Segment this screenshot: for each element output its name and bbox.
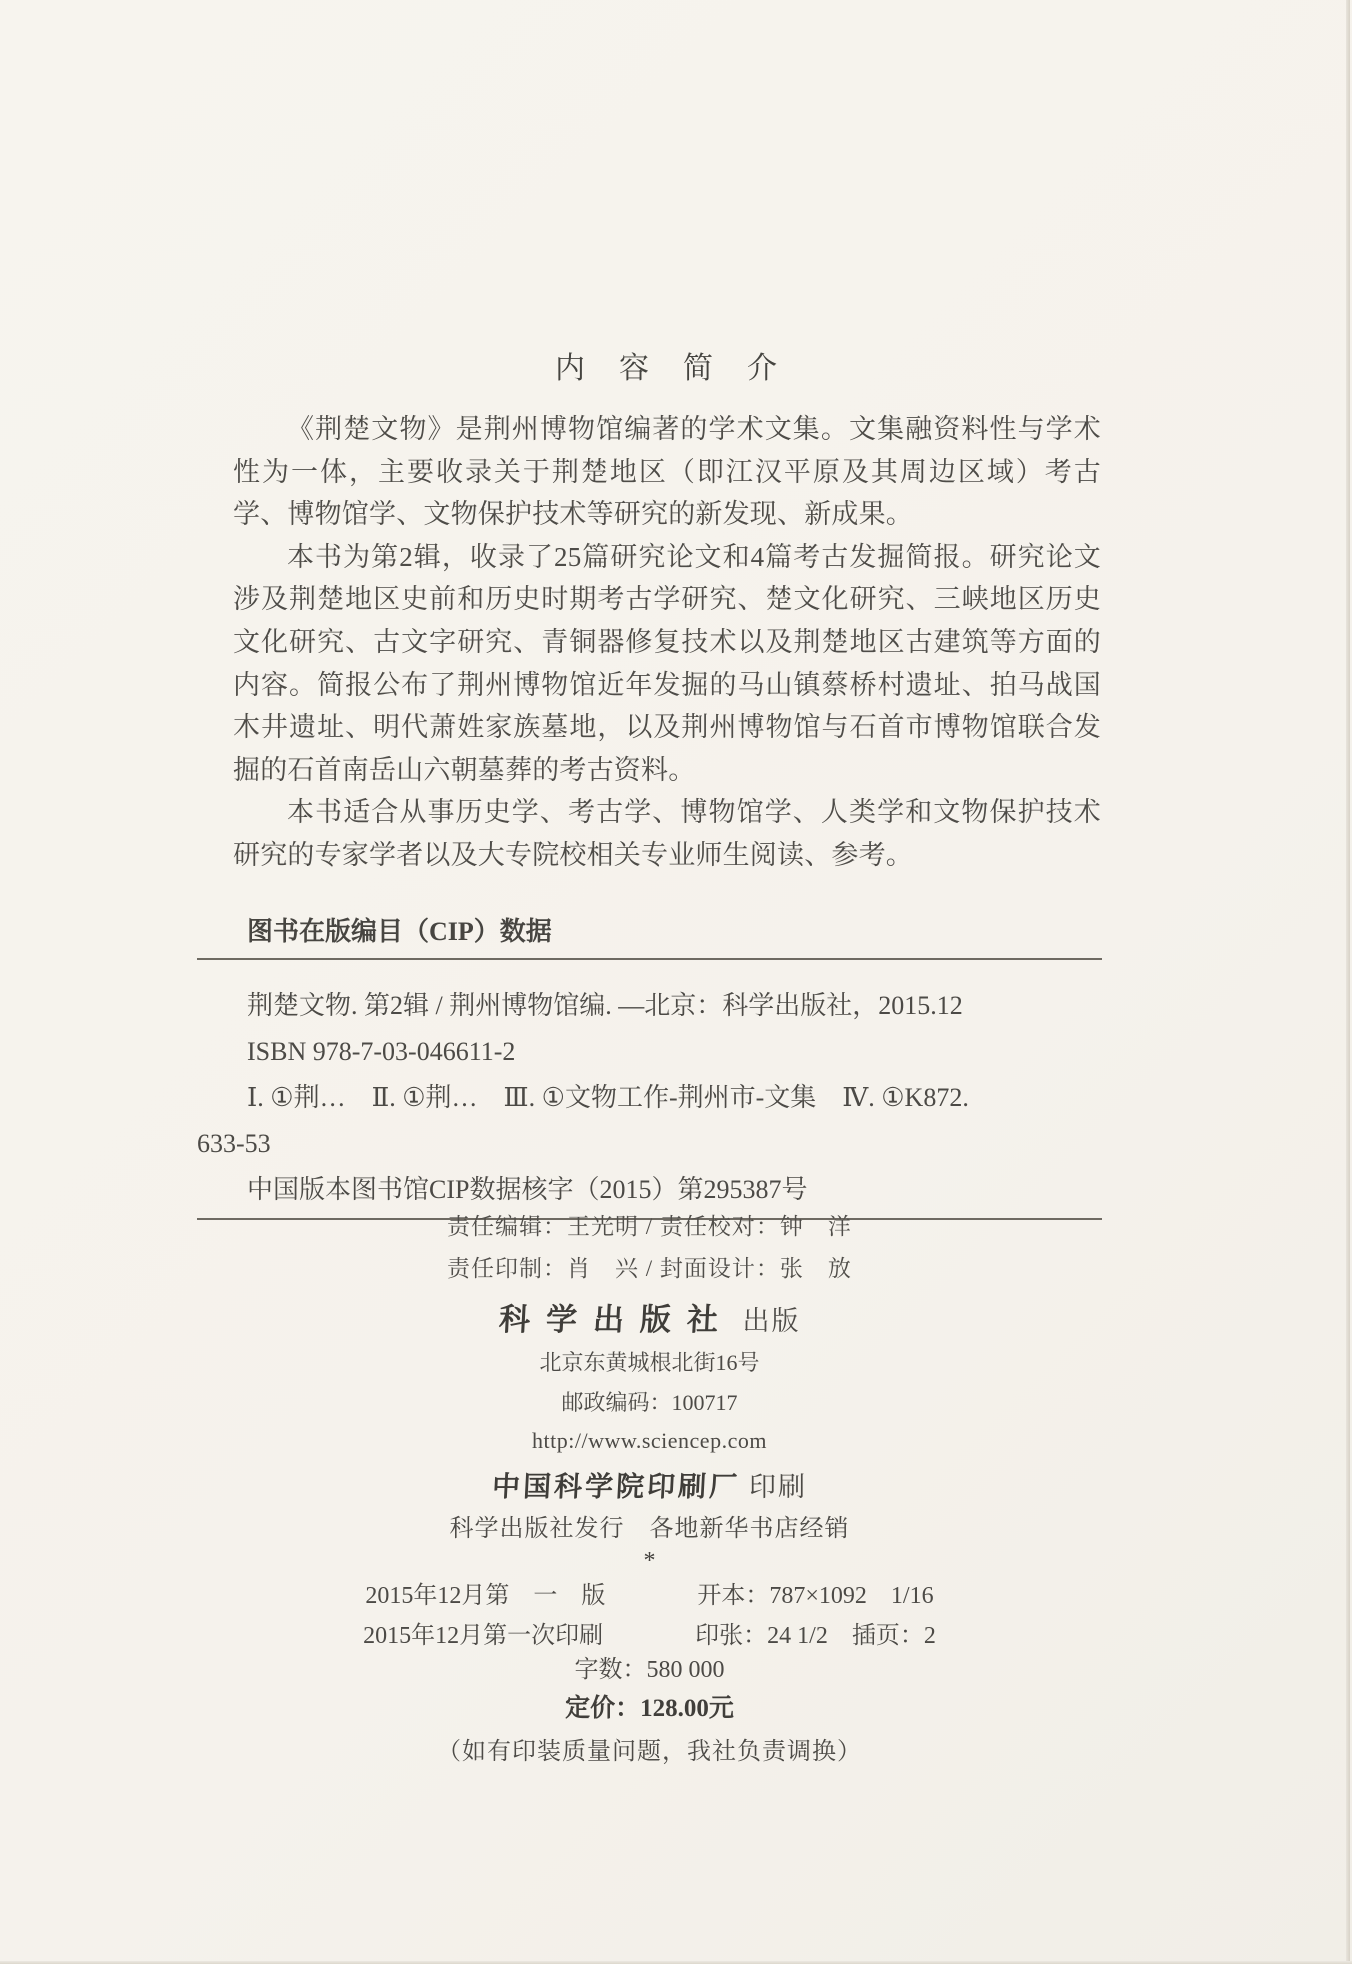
- intro-title: 内 容 简 介: [555, 352, 779, 385]
- cip-body: [197, 960, 1102, 1218]
- intro-paragraph-1: 《荆楚文物》是荆州博物馆编著的学术文集。文集融资料性与学术性为一体，主要收录关于荆楚地区（即江汉平原及其周边区域）考古学、博物馆学、文物保护技术等研究的新发现、新成果。: [233, 414, 1101, 530]
- cip-record-line: 中国版本图书馆CIP数据核字（2015）第295387号: [247, 1175, 808, 1204]
- edition-line: [197, 1579, 1102, 1613]
- science-press-logo: 科学出版社: [497, 1302, 735, 1337]
- edition-date: 2015年12月第 一 版: [365, 1583, 606, 1609]
- publisher-line: [197, 1300, 1102, 1342]
- quality-note: （如有印装质量问题，我社负责调换）: [437, 1739, 862, 1765]
- distribution-line: 科学出版社发行 各地新华书店经销: [449, 1516, 850, 1542]
- publisher-website: http://www.sciencep.com: [532, 1428, 767, 1453]
- printing-date: 2015年12月第一次印刷: [363, 1623, 604, 1649]
- cip-heading: 图书在版编目（CIP）数据: [247, 917, 552, 946]
- price-line: [197, 1691, 1102, 1727]
- colophon-section: [197, 1300, 1102, 1769]
- intro-section: [233, 352, 1101, 877]
- cip-classification-line: Ⅰ. ①荆… Ⅱ. ①荆… Ⅲ. ①文物工作-荆州市-文集 Ⅳ. ①K872.: [247, 1083, 969, 1112]
- editors-section: [197, 1206, 1102, 1290]
- word-count-line: 字数：580 000: [574, 1657, 725, 1683]
- asterisk-divider: *: [643, 1548, 656, 1574]
- editors-line-1: 责任编辑：王光明 / 责任校对：钟 洋: [447, 1214, 852, 1239]
- price-label: 定价：: [565, 1695, 641, 1722]
- editors-line-2: 责任印制：肖 兴 / 封面设计：张 放: [447, 1256, 852, 1281]
- price-value: 128.00元: [640, 1695, 734, 1722]
- publisher-address: 北京东黄城根北街16号: [539, 1350, 760, 1375]
- printer-logo: 中国科学院印刷厂: [491, 1472, 741, 1503]
- postal-code: 邮政编码：100717: [561, 1390, 738, 1415]
- printer-suffix: 印刷: [749, 1472, 807, 1502]
- cip-classification-continuation: 633-53: [197, 1129, 271, 1158]
- intro-paragraph-2: 本书为第2辑，收录了25篇研究论文和4篇考古发掘简报。研究论文涉及荆楚地区史前和历史时期考古学研究、楚文化研究、三峡地区历史文化研究、古文字研究、青铜器修复技术以及荆楚地区古建筑等方面的内容。简报公布了荆州博物馆近年发掘的马山镇蔡桥村遗址、拍马战国木井遗址、明代萧姓家族墓地，以及荆州博物馆与石首市博物馆联合发掘的石首南岳山六朝墓葬的考古资料。: [233, 541, 1101, 785]
- page-edge-shadow: [1346, 0, 1350, 1964]
- intro-paragraph-3: 本书适合从事历史学、考古学、博物馆学、人类学和文物保护技术研究的专家学者以及大专院校相关专业师生阅读、参考。: [233, 797, 1101, 870]
- cip-section: [197, 916, 1102, 1220]
- publisher-suffix: 出版: [742, 1306, 801, 1336]
- format-spec: 开本：787×1092 1/16: [697, 1583, 934, 1609]
- printer-line: [197, 1468, 1102, 1507]
- cip-isbn-line: ISBN 978-7-03-046611-2: [247, 1037, 516, 1066]
- printing-line: [197, 1619, 1102, 1653]
- cip-title-line: 荆楚文物. 第2辑 / 荆州博物馆编. —北京：科学出版社，2015.12: [247, 991, 963, 1020]
- sheets-spec: 印张：24 1/2 插页：2: [695, 1623, 936, 1649]
